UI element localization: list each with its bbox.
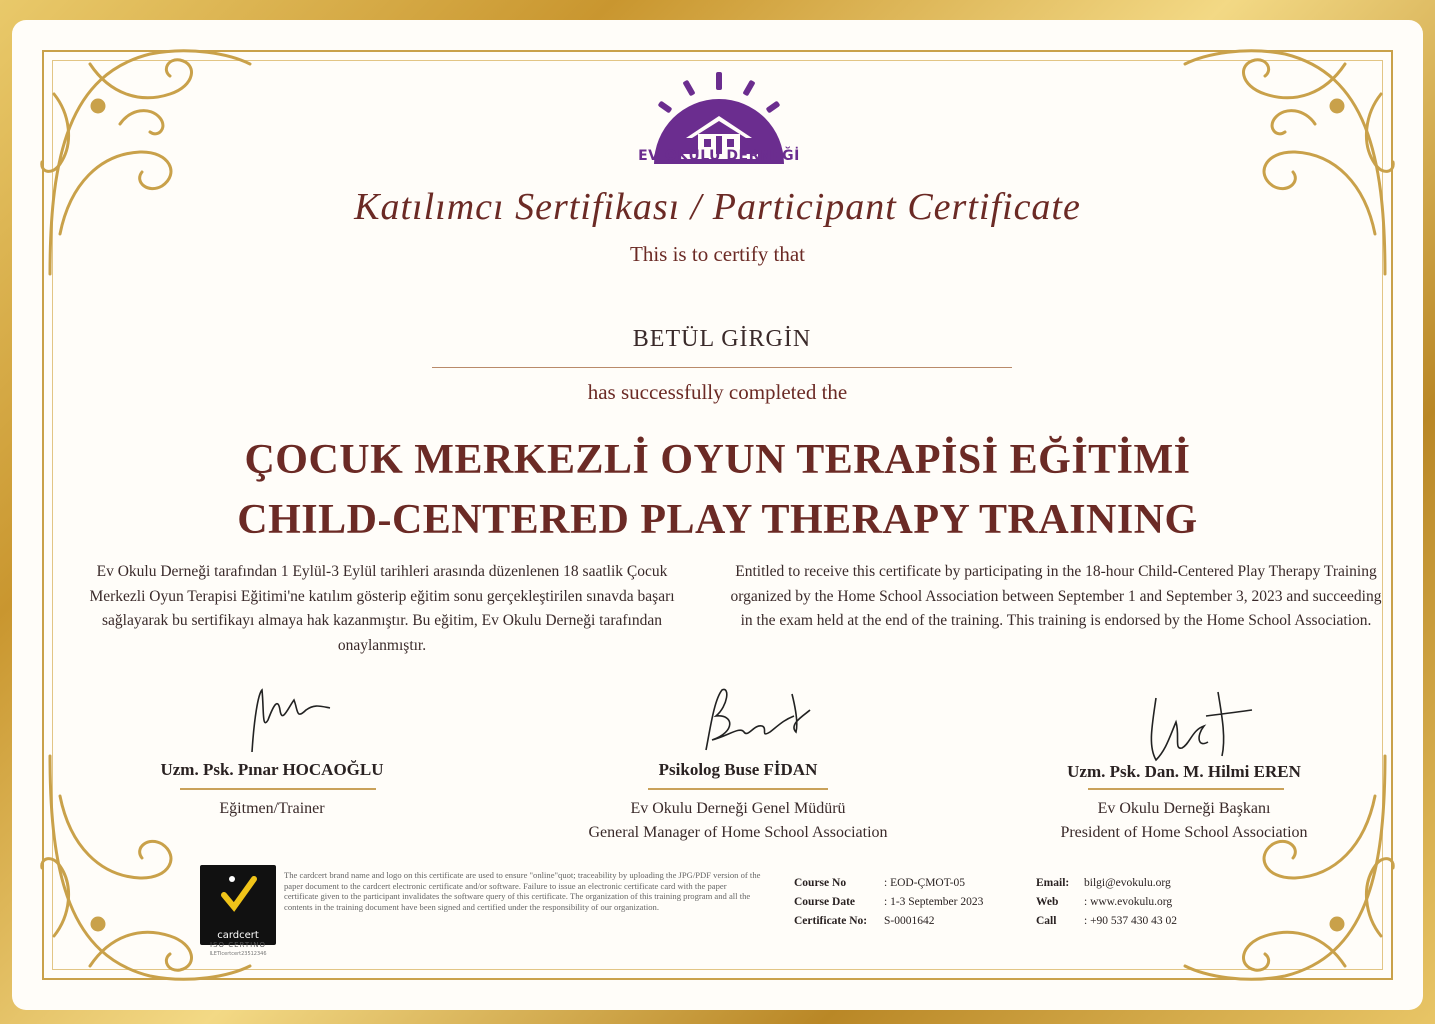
certificate-title: Katılımcı Sertifikası / Participant Certificate (354, 186, 1081, 228)
certify-line: This is to certify that (630, 242, 805, 266)
certificate-paper (12, 20, 1423, 1010)
certificate-no-label: Certificate No: (794, 915, 868, 927)
email-label: Email: (1036, 877, 1070, 889)
call-label: Call (1036, 915, 1057, 927)
course-no-label: Course No (794, 877, 847, 889)
signature-eren-icon (1126, 686, 1266, 766)
signature-hocaoglu-icon (234, 680, 344, 760)
course-title-en: CHILD-CENTERED PLAY THERAPY TRAINING (237, 497, 1198, 543)
course-no-value: : EOD-ÇMOT-05 (884, 877, 966, 889)
web-value: : www.evokulu.org (1084, 896, 1173, 908)
signatory-name: Uzm. Psk. Pınar HOCAOĞLU (160, 760, 384, 779)
cardcert-label: cardcert (217, 930, 259, 941)
signatory-role: President of Home School Association (1060, 824, 1308, 841)
signatory-name: Uzm. Psk. Dan. M. Hilmi EREN (1067, 762, 1301, 781)
iso-label: ISO CERTINO (210, 941, 266, 949)
web-label: Web (1036, 896, 1059, 908)
signatory-role: Ev Okulu Derneği Genel Müdürü (630, 800, 846, 817)
name-underline (432, 367, 1012, 368)
cardcert-badge (200, 865, 276, 945)
recipient-name: BETÜL GİRGİN (632, 326, 812, 352)
signatory-role: Ev Okulu Derneği Başkanı (1097, 800, 1271, 817)
contact-info (1036, 877, 1177, 934)
course-date-value: : 1-3 September 2023 (884, 896, 984, 908)
course-info (794, 877, 983, 934)
corner-ornament-icon (1175, 34, 1405, 294)
signature-line (180, 788, 376, 790)
signature-fidan-icon (684, 680, 824, 760)
signature-line (1088, 788, 1284, 790)
corner-ornament-icon (30, 34, 260, 294)
description-en: Entitled to receive this certificate by participating in the 18-hour Child-Centered Play Therapy Training organized by the Home School Association between September 1 and September 3, 2023 and succeeding in the exam held at the end of the training. This training is endorsed by the Home School Association. (730, 563, 1382, 629)
email-value: bilgi@evokulu.org (1084, 877, 1171, 889)
course-title-tr: ÇOCUK MERKEZLİ OYUN TERAPİSİ EĞİTİMİ (244, 437, 1191, 483)
certificate-no-value: S-0001642 (884, 915, 935, 927)
ev-okulu-logo-icon (624, 68, 814, 188)
signatory-role: General Manager of Home School Association (588, 824, 888, 841)
logo-text: EV OKULU DERNEĞİ (638, 148, 800, 164)
course-date-label: Course Date (794, 896, 855, 908)
signatory-role: Eğitmen/Trainer (219, 800, 325, 817)
iso-sub-label: ILETIcertcert23512346 (209, 951, 267, 957)
completed-line: has successfully completed the (587, 380, 848, 404)
cardcert-disclaimer: The cardcert brand name and logo on this certificate are used to ensure "online"quot; traceability by uploading the JPG/PDF version of the paper document to the cardcert electronic certificate and/or software. Failure to issue an electronic certificate card with the paper certificate given to the participant invalidates the software query of this certificate. The organization of this training program and all the contents in the training document have been signed and certified under the responsibility of our organization. (284, 870, 761, 912)
checkmark-icon (218, 871, 258, 917)
description-tr: Ev Okulu Derneği tarafından 1 Eylül-3 Eylül tarihleri arasında düzenlenen 18 saatlik Çocuk Merkezli Oyun Terapisi Eğitimi'ne katılım gösterip eğitim sonu gerçekleştirilen sınavda başarı sağlayarak bu sertifikayı almaya hak kazanmıştır. Bu eğitim, Ev Okulu Derneği tarafından onaylanmıştır. (89, 563, 675, 654)
signatory-name: Psikolog Buse FİDAN (658, 760, 818, 779)
signature-line (648, 788, 828, 790)
call-value: : +90 537 430 43 02 (1084, 915, 1178, 927)
